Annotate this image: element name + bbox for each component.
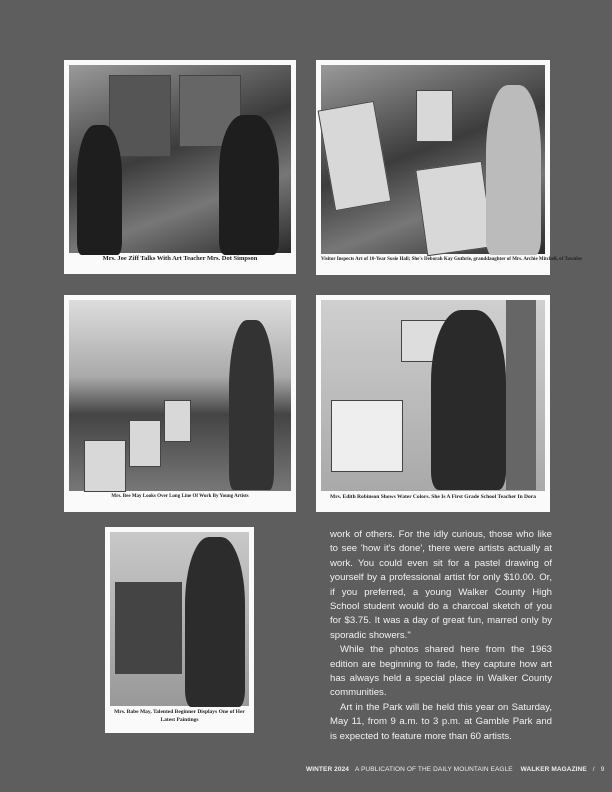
photo-caption: Mrs. Edith Robinson Shows Water Colors. She Is A First Grade School Teacher In Dora <box>330 494 536 500</box>
footer-magazine: WALKER MAGAZINE <box>520 766 587 773</box>
footer-separator: / <box>592 766 595 773</box>
photo-line-of-work <box>64 295 296 512</box>
footer-publication: A PUBLICATION OF THE DAILY MOUNTAIN EAGLE <box>355 766 513 773</box>
photo-image <box>110 532 249 706</box>
article-paragraph: work of others. For the idly curious, those who like to see 'how it's done', there were artists actually at work. You could even sit for a pastel drawing of yourself by a professional artist for only $10.00. Or, if you preferred, a young Walker County High School student would do a charcoal sketch of you for $3.75. It was a day of great fun, marred only by sporadic showers." <box>330 529 552 641</box>
article-paragraph: Art in the Park will be held this year on Saturday, May 11, from 9 a.m. to 3 p.m. at Gamble Park and is expected to feature more than 60 artists. <box>330 701 552 742</box>
photo-caption: Mrs. Joe Ziff Talks With Art Teacher Mrs. Dot Simpson <box>102 255 258 262</box>
article-text <box>330 528 552 744</box>
photo-caption: Mrs. Bee May Looks Over Long Line Of Work By Young Artists <box>111 494 249 499</box>
photo-image <box>321 300 545 491</box>
photo-image <box>69 65 291 253</box>
photo-talented-beginner <box>105 527 254 733</box>
photo-caption: Mrs. Babe May, Talented Beginner Displays One of Her Latest Paintings <box>114 709 245 723</box>
footer-issue: WINTER 2024 <box>306 766 350 773</box>
page-footer <box>306 766 610 773</box>
page-number: 9 <box>600 766 605 773</box>
photo-art-teacher <box>64 60 296 274</box>
photo-image <box>69 300 291 491</box>
photo-image <box>321 65 545 254</box>
photo-visitor-inspects <box>316 60 583 275</box>
photo-caption: Visitor Inspects Art of 10-Year Susie Hall; She's Deborah Kay Guthrie, granddaughter of Mrs. Archie Mitchell, of Townley <box>321 257 583 262</box>
photo-water-colors <box>316 295 550 512</box>
article-paragraph: While the photos shared here from the 1963 edition are beginning to fade, they capture how art has always held a special place in Walker County communities. <box>330 644 552 699</box>
